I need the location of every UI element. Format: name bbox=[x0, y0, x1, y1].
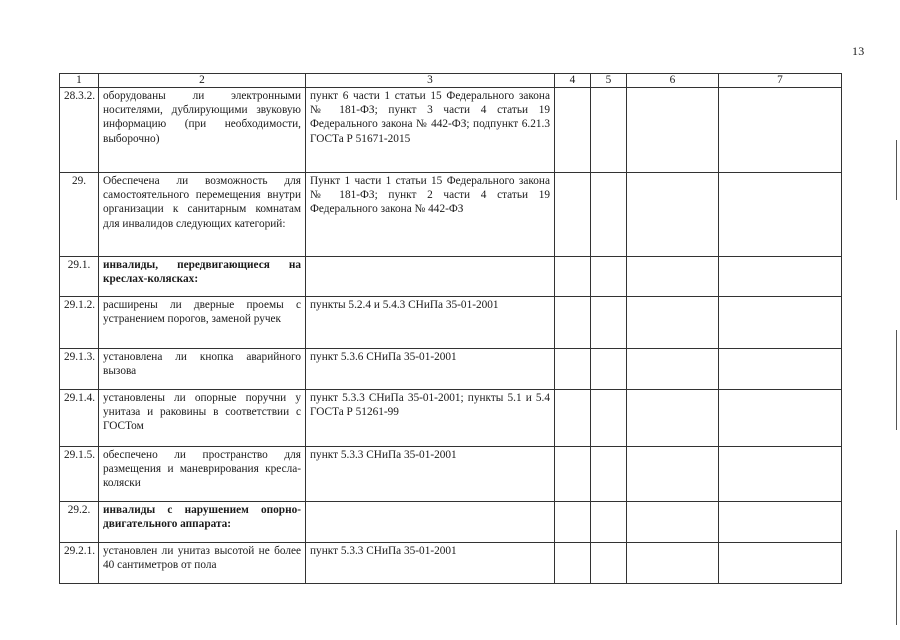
item-number: 29.1. bbox=[60, 257, 99, 297]
column-header: 6 bbox=[627, 74, 719, 88]
table-row bbox=[60, 447, 842, 502]
item-number: 29.2. bbox=[60, 502, 99, 543]
table-row bbox=[60, 297, 842, 349]
table-header-row bbox=[60, 74, 842, 88]
item-number: 29.1.2. bbox=[60, 297, 99, 349]
empty-cell bbox=[591, 173, 627, 257]
table-row bbox=[60, 88, 842, 173]
empty-cell bbox=[555, 502, 591, 543]
empty-cell bbox=[591, 88, 627, 173]
empty-cell bbox=[591, 543, 627, 584]
item-number: 29.1.4. bbox=[60, 390, 99, 447]
empty-cell bbox=[719, 390, 842, 447]
empty-cell bbox=[591, 447, 627, 502]
item-question: оборудованы ли электронными носителями, дублирующими звуковую информацию (при необходимости, выборочно) bbox=[99, 88, 306, 173]
item-question: обеспечено ли пространство для размещения и маневрирования кресла-коляски bbox=[99, 447, 306, 502]
item-reference: пункт 5.3.3 СНиПа 35-01-2001; пункты 5.1 и 5.4 ГОСТа Р 51261-99 bbox=[306, 390, 555, 447]
empty-cell bbox=[591, 297, 627, 349]
empty-cell bbox=[555, 88, 591, 173]
checklist-table bbox=[59, 73, 842, 584]
empty-cell bbox=[555, 447, 591, 502]
empty-cell bbox=[555, 297, 591, 349]
page-number: 13 bbox=[852, 44, 865, 58]
table-row bbox=[60, 543, 842, 584]
empty-cell bbox=[719, 543, 842, 584]
empty-cell bbox=[555, 349, 591, 390]
table-row bbox=[60, 502, 842, 543]
item-number: 29.2.1. bbox=[60, 543, 99, 584]
empty-cell bbox=[555, 390, 591, 447]
empty-cell bbox=[555, 543, 591, 584]
table-row bbox=[60, 349, 842, 390]
item-reference: пункты 5.2.4 и 5.4.3 СНиПа 35-01-2001 bbox=[306, 297, 555, 349]
item-question: установлены ли опорные поручни у унитаза и раковины в соответствии с ГОСТом bbox=[99, 390, 306, 447]
empty-cell bbox=[591, 349, 627, 390]
column-header: 3 bbox=[306, 74, 555, 88]
empty-cell bbox=[627, 502, 719, 543]
empty-cell bbox=[627, 297, 719, 349]
item-reference: Пункт 1 части 1 статьи 15 Федерального закона № 181-ФЗ; пункт 2 части 4 статьи 19 Федерального закона № 442-ФЗ bbox=[306, 173, 555, 257]
empty-cell bbox=[719, 297, 842, 349]
column-header: 5 bbox=[591, 74, 627, 88]
empty-cell bbox=[591, 502, 627, 543]
empty-cell bbox=[555, 173, 591, 257]
item-question: установлена ли кнопка аварийного вызова bbox=[99, 349, 306, 390]
item-reference: пункт 6 части 1 статьи 15 Федерального закона № 181-ФЗ; пункт 3 части 4 статьи 19 Федерального закона № 442-ФЗ; подпункт 6.21.3 ГОСТа Р 51671-2015 bbox=[306, 88, 555, 173]
empty-cell bbox=[627, 543, 719, 584]
item-question: инвалиды, передвигающиеся на креслах-колясках: bbox=[99, 257, 306, 297]
item-reference: пункт 5.3.6 СНиПа 35-01-2001 bbox=[306, 349, 555, 390]
empty-cell bbox=[627, 257, 719, 297]
item-reference bbox=[306, 502, 555, 543]
item-number: 29.1.5. bbox=[60, 447, 99, 502]
empty-cell bbox=[627, 447, 719, 502]
empty-cell bbox=[719, 173, 842, 257]
item-number: 29.1.3. bbox=[60, 349, 99, 390]
empty-cell bbox=[591, 257, 627, 297]
empty-cell bbox=[719, 88, 842, 173]
scan-edge-line bbox=[896, 530, 897, 625]
empty-cell bbox=[719, 447, 842, 502]
empty-cell bbox=[555, 257, 591, 297]
item-question: установлен ли унитаз высотой не более 40 сантиметров от пола bbox=[99, 543, 306, 584]
scan-edge-line bbox=[896, 140, 897, 200]
table-row bbox=[60, 257, 842, 297]
column-header: 1 bbox=[60, 74, 99, 88]
empty-cell bbox=[627, 349, 719, 390]
column-header: 4 bbox=[555, 74, 591, 88]
empty-cell bbox=[627, 88, 719, 173]
scan-edge-line bbox=[896, 330, 897, 430]
empty-cell bbox=[719, 349, 842, 390]
item-question: инвалиды с нарушением опорно-двигательного аппарата: bbox=[99, 502, 306, 543]
item-question: расширены ли дверные проемы с устранением порогов, заменой ручек bbox=[99, 297, 306, 349]
empty-cell bbox=[627, 173, 719, 257]
item-number: 28.3.2. bbox=[60, 88, 99, 173]
item-number: 29. bbox=[60, 173, 99, 257]
empty-cell bbox=[591, 390, 627, 447]
table-row bbox=[60, 390, 842, 447]
empty-cell bbox=[719, 257, 842, 297]
item-question: Обеспечена ли возможность для самостоятельного перемещения внутри организации к санитарным комнатам для инвалидов следующих категорий: bbox=[99, 173, 306, 257]
item-reference: пункт 5.3.3 СНиПа 35-01-2001 bbox=[306, 447, 555, 502]
empty-cell bbox=[627, 390, 719, 447]
item-reference: пункт 5.3.3 СНиПа 35-01-2001 bbox=[306, 543, 555, 584]
column-header: 2 bbox=[99, 74, 306, 88]
table-row bbox=[60, 173, 842, 257]
empty-cell bbox=[719, 502, 842, 543]
item-reference bbox=[306, 257, 555, 297]
column-header: 7 bbox=[719, 74, 842, 88]
